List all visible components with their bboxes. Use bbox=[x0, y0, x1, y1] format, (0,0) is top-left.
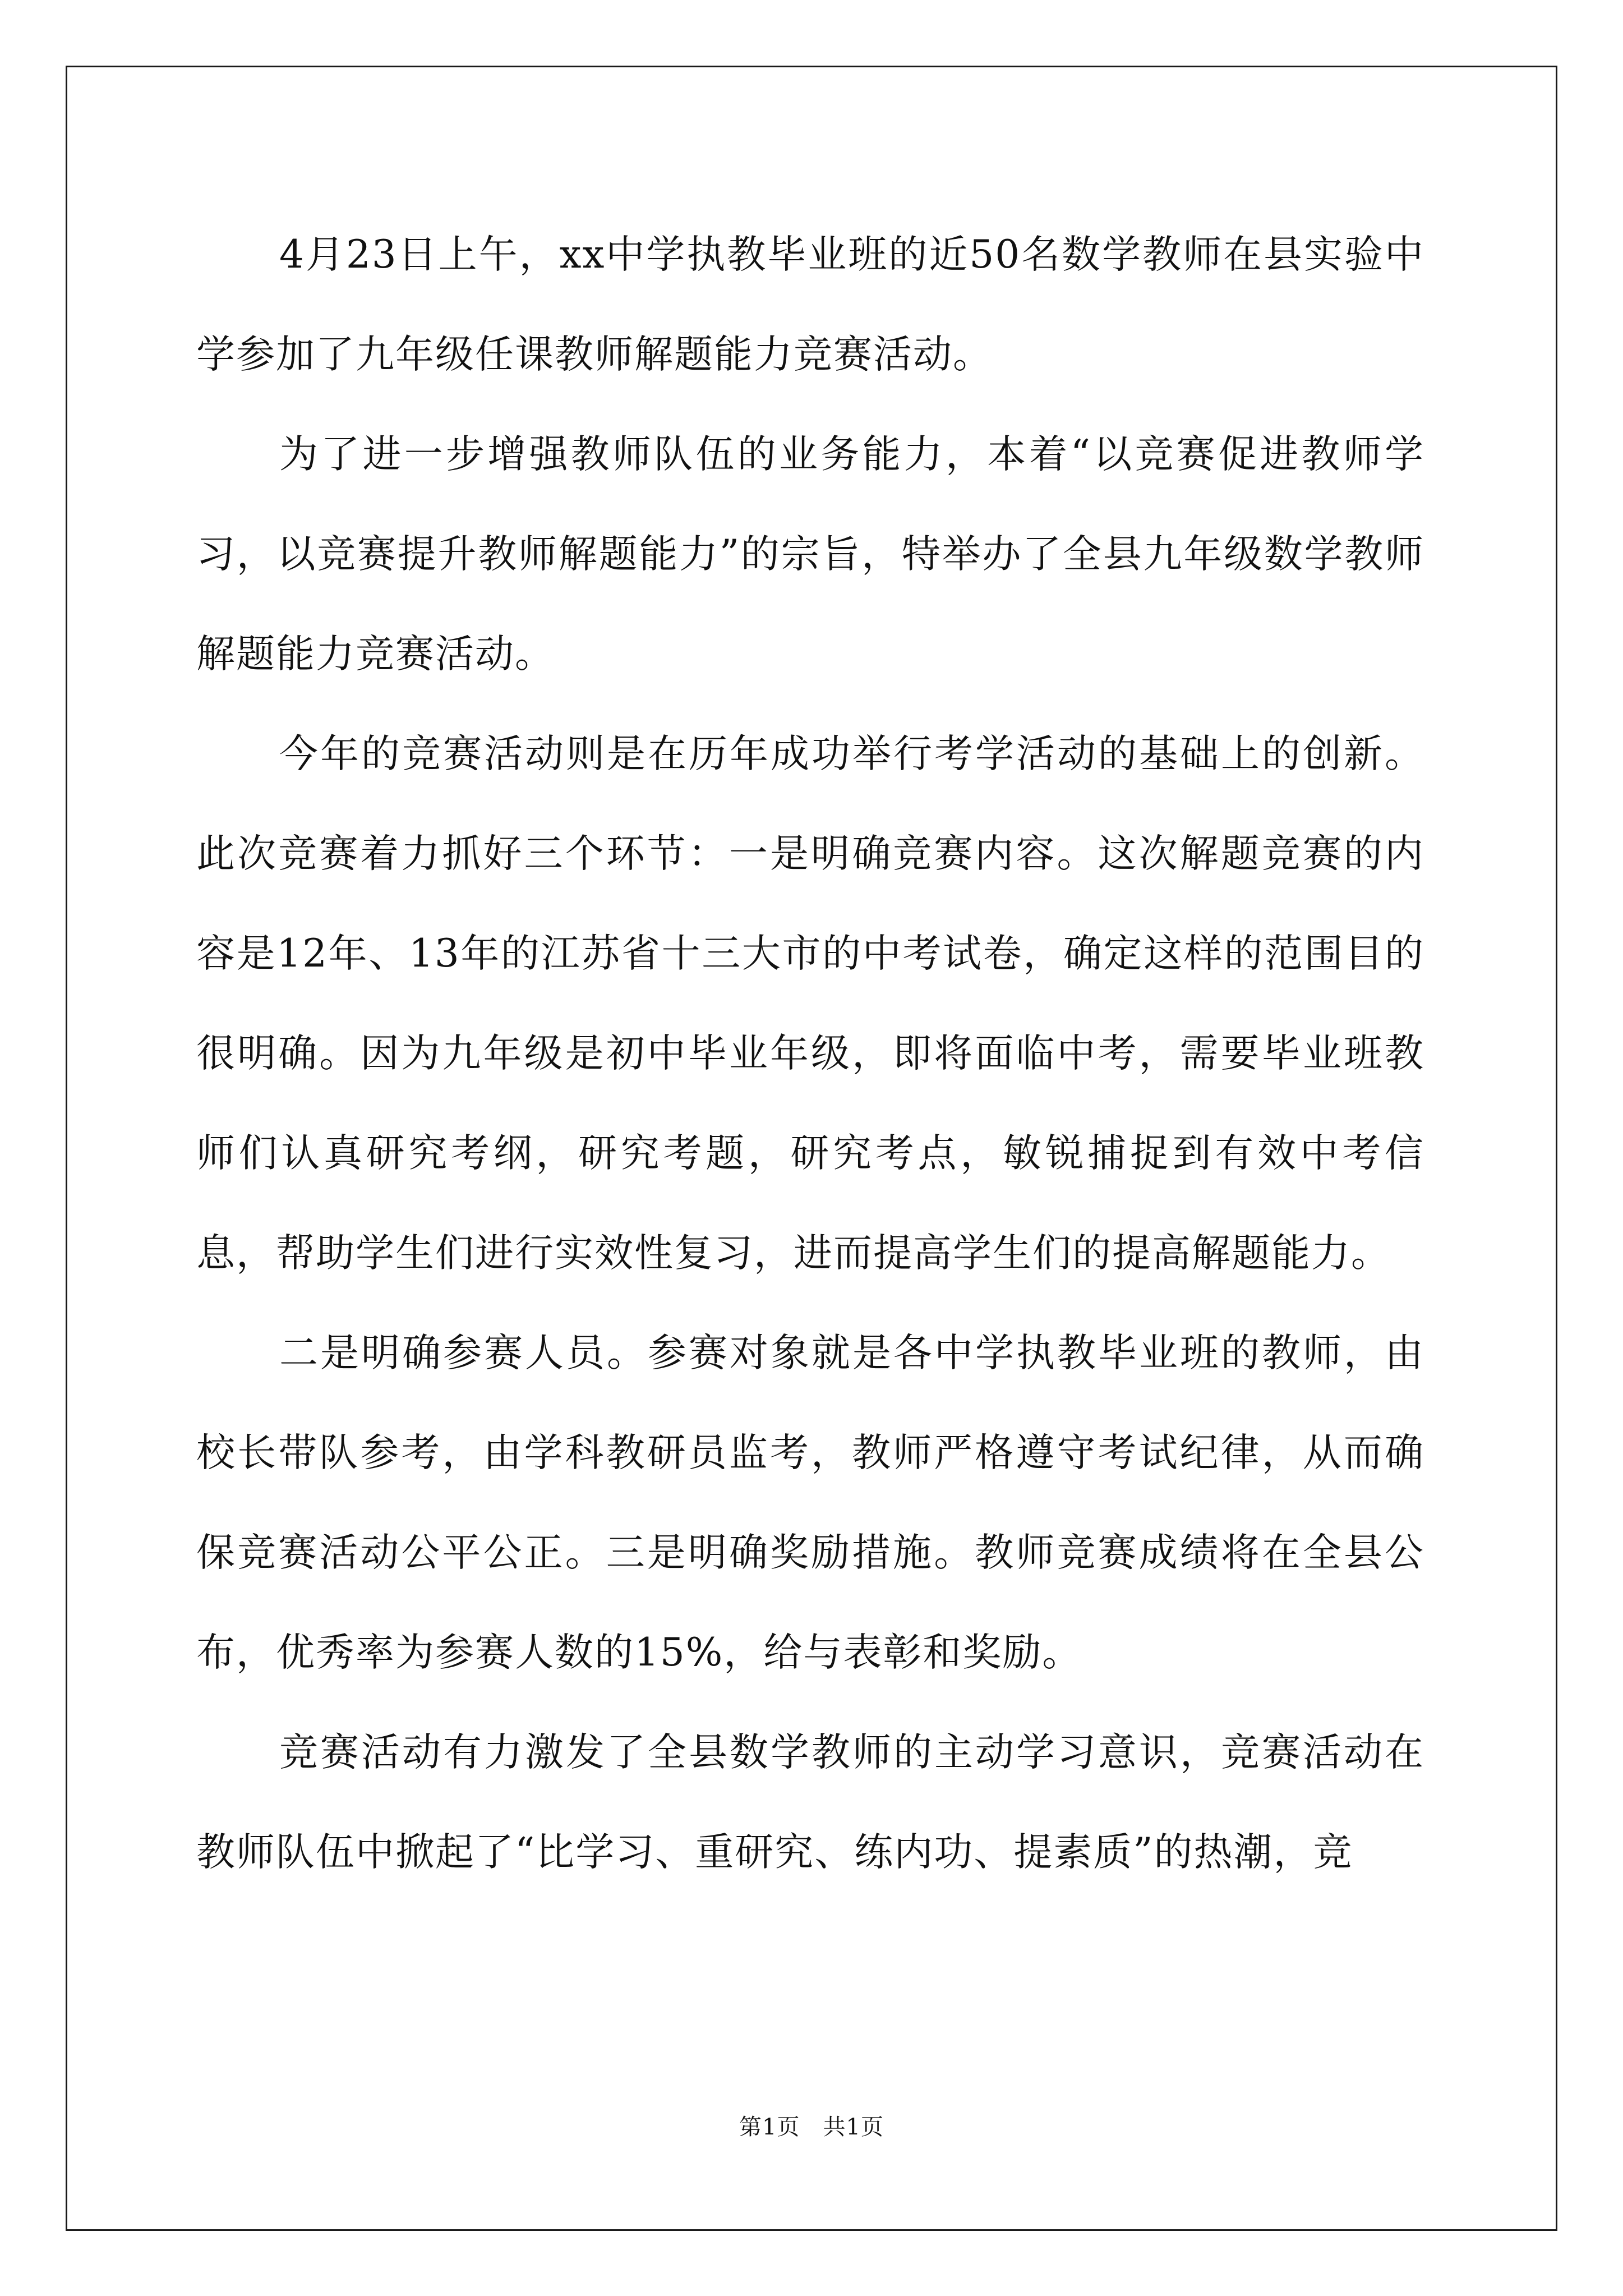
page-footer: 第1页 共1页 bbox=[739, 2114, 884, 2140]
paragraph-3: 今年的竞赛活动则是在历年成功举行考学活动的基础上的创新。此次竞赛着力抓好三个环节：一是明确竞赛内容。这次解题竞赛的内容是12年、13年的江苏省十三大市的中考试卷，确定这样的范围目的很明确。因为九年级是初中毕业年级，即将面临中考，需要毕业班教师们认真研究考纲，研究考题，研究考点，敏锐捕捉到有效中考信息，帮助学生们进行实效性复习，进而提高学生们的提高解题能力。 bbox=[196, 731, 1424, 1276]
document-body bbox=[196, 205, 1424, 1902]
paragraph-4: 二是明确参赛人员。参赛对象就是各中学执教毕业班的教师，由校长带队参考，由学科教研员监考，教师严格遵守考试纪律，从而确保竞赛活动公平公正。三是明确奖励措施。教师竞赛成绩将在全县公布，优秀率为参赛人数的15%，给与表彰和奖励。 bbox=[196, 1331, 1424, 1675]
paragraph-2: 为了进一步增强教师队伍的业务能力，本着“以竞赛促进教师学习，以竞赛提升教师解题能力”的宗旨，特举办了全县九年级数学教师解题能力竞赛活动。 bbox=[196, 432, 1424, 677]
paragraph-1: 4月23日上午，xx中学执教毕业班的近50名数学教师在县实验中学参加了九年级任课教师解题能力竞赛活动。 bbox=[196, 232, 1424, 377]
paragraph-5: 竞赛活动有力激发了全县数学教师的主动学习意识，竞赛活动在教师队伍中掀起了“比学习、重研究、练内功、提素质”的热潮，竞 bbox=[196, 1730, 1424, 1875]
